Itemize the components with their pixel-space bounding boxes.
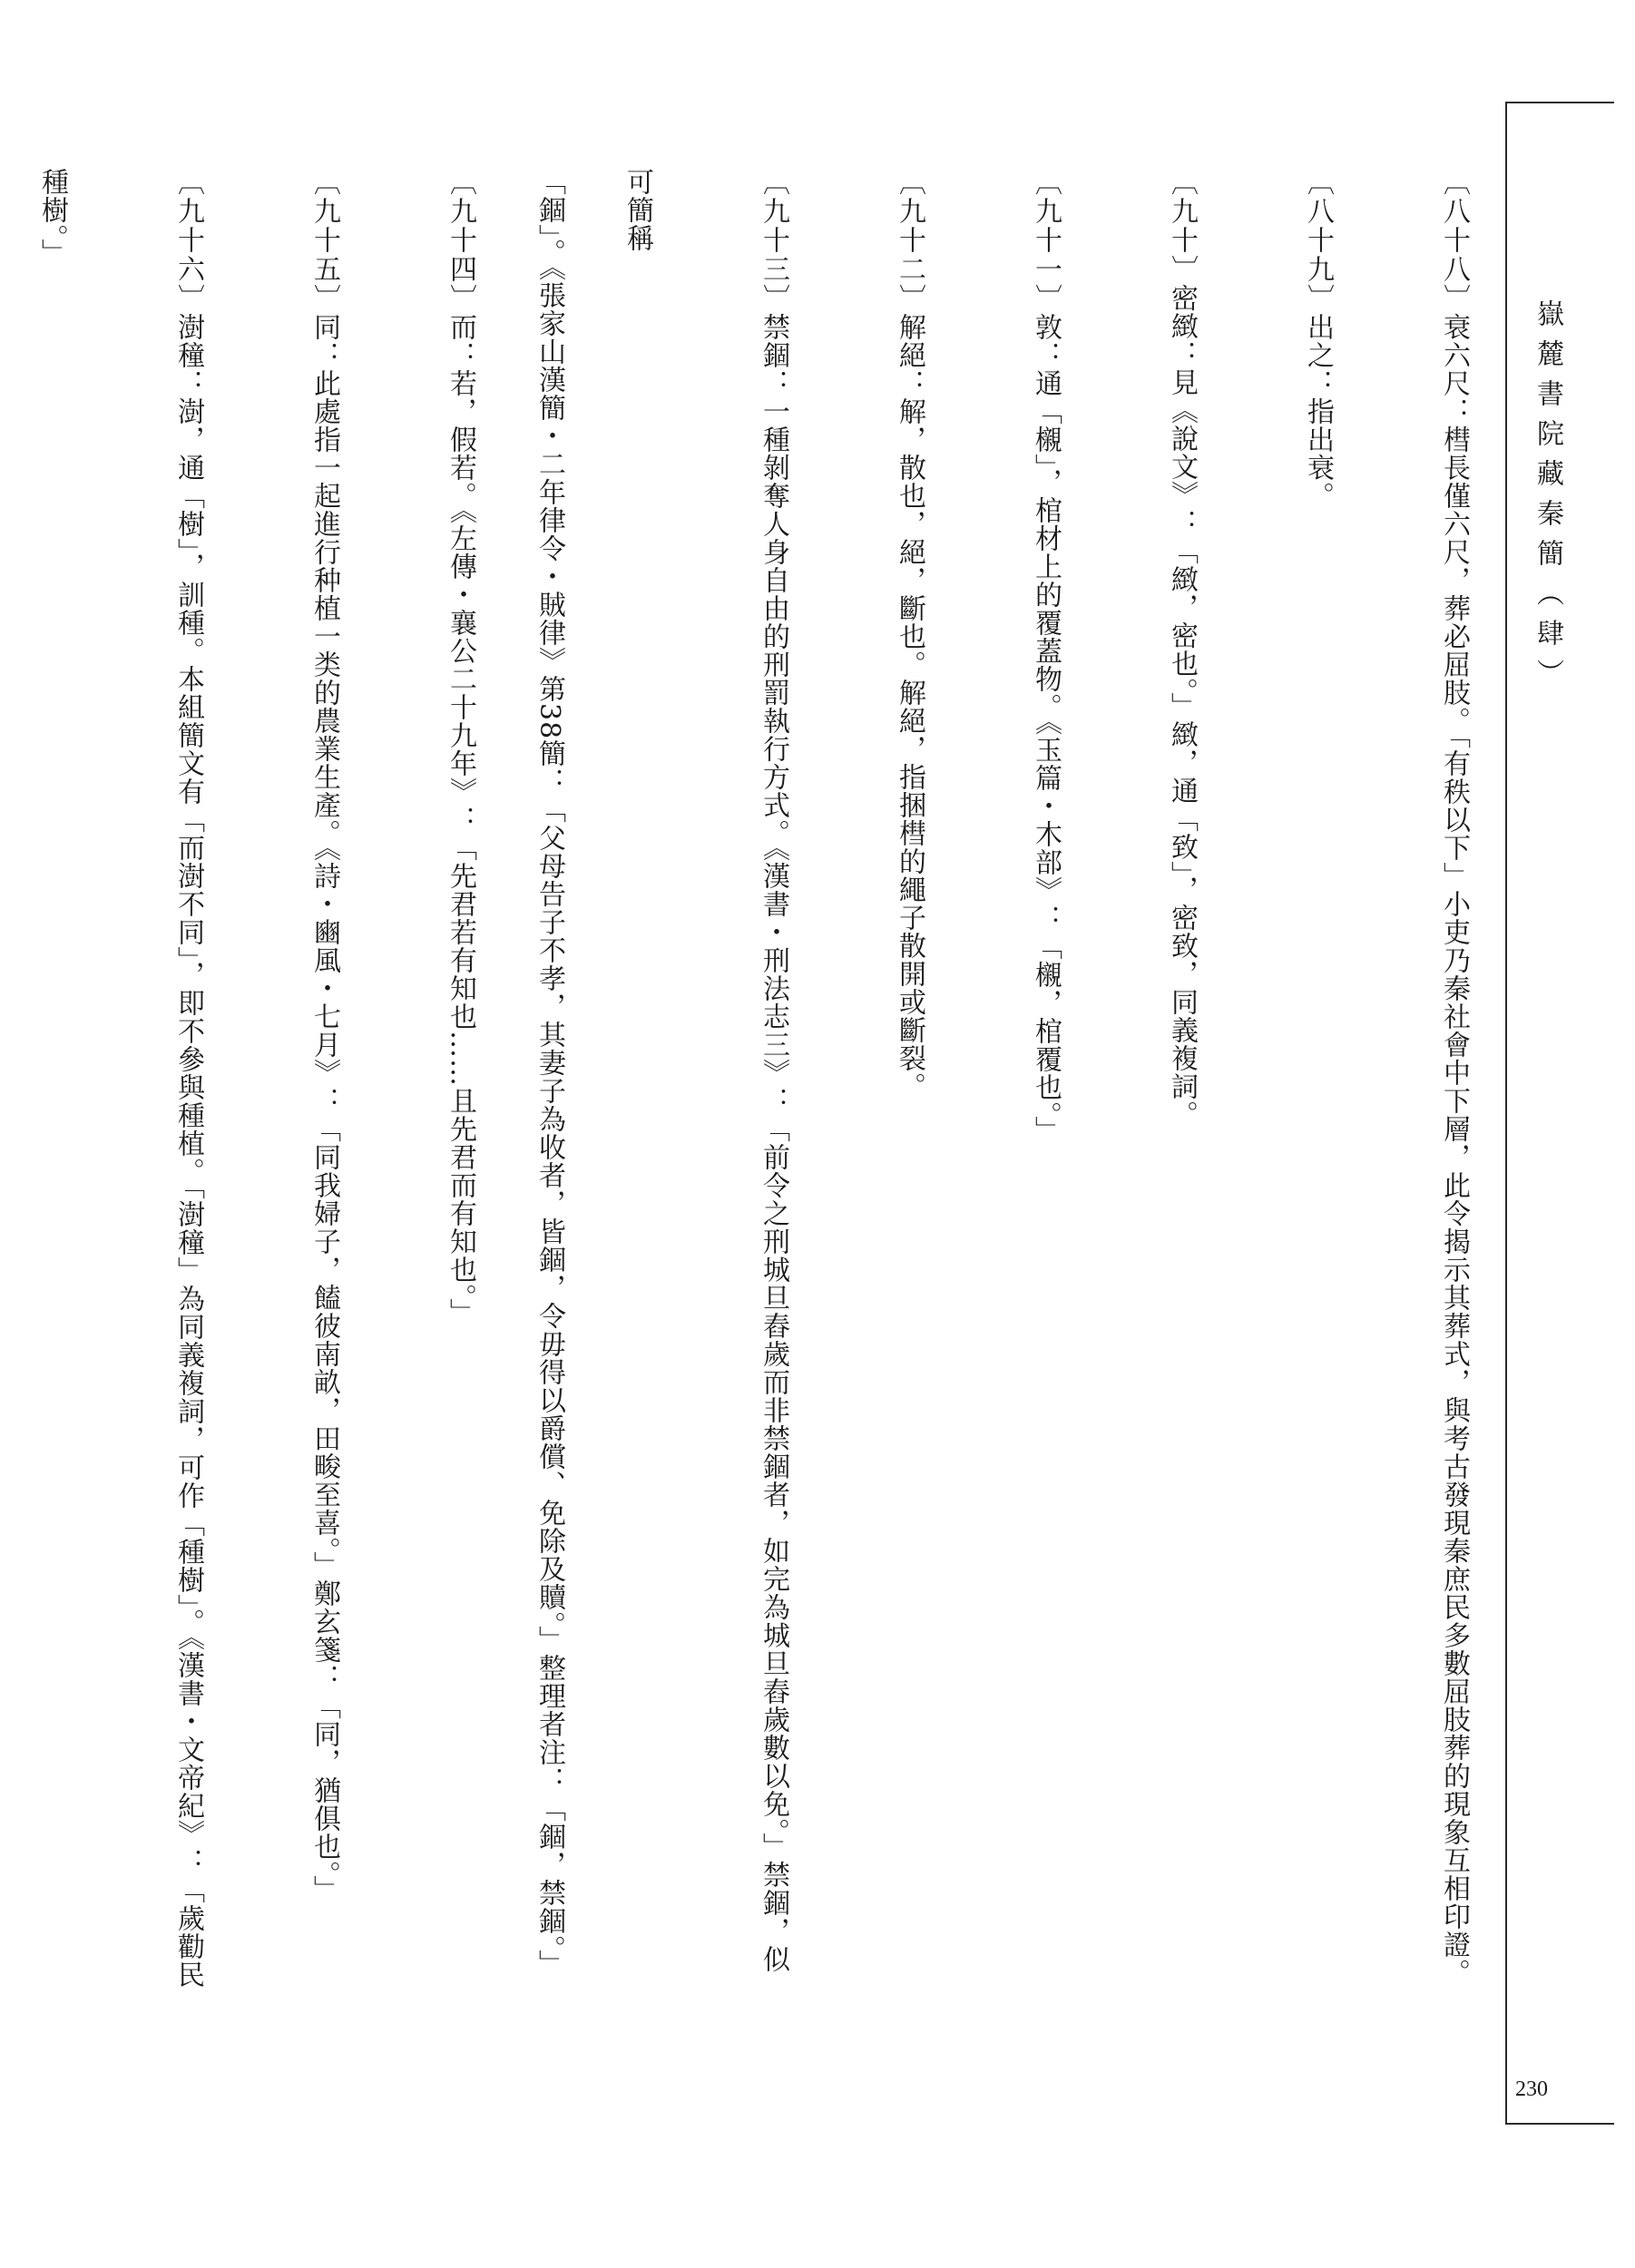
- note-text: 同：此處指一起進行种植一类的農業生產。《詩・豳風・七月》：「同我婦子，饁彼南畝，田畯至喜。」鄭玄箋：「同，猶俱也。」: [308, 313, 340, 1903]
- page-number: 230: [1515, 2077, 1548, 2101]
- note-number: 〔八十八〕: [1438, 168, 1470, 313]
- note-column: [1066, 168, 1202, 1996]
- note-column: [0, 168, 32, 1996]
- note-text: 禁錮：一種剝奪人身自由的刑罰執行方式。《漢書・刑法志三》：「前令之刑城旦舂歲而非禁錮者，如完為城旦舂歲數以免。」禁錮，似可簡稱: [622, 168, 789, 1973]
- book-title: 嶽麓書院藏秦簡（肆）: [1532, 299, 1563, 699]
- note-text: 而：若，假若。《左傳・襄公二十九年》：「先君若有知也……且先君而有知也。」: [445, 313, 476, 1326]
- note-column: [617, 168, 794, 1996]
- note-column: [794, 168, 930, 1996]
- note-column: [32, 168, 209, 1996]
- note-text: 出之：指出衰。: [1302, 313, 1334, 510]
- note-text: 敦：通「櫬」，棺材上的覆蓋物。《玉篇・木部》：「櫬，棺覆也。」: [1030, 313, 1062, 1144]
- note-column: [481, 168, 617, 1996]
- note-column: [345, 168, 481, 1996]
- note-number: 〔九十五〕: [308, 168, 340, 313]
- note-text: 「錮」。《張家山漢簡・二年律令・賊律》第38簡：「父母告子不孝，其妻子為收者，皆錮，令毋得以爵償、免除及贖。」整理者注：「錮，禁錮。」: [534, 168, 565, 1979]
- note-column: [930, 168, 1066, 1996]
- note-number: 〔九十六〕: [172, 168, 204, 313]
- note-text: 衰六尺：槥長僅六尺，葬必屈肢。「有秩以下」小吏乃秦社會中下層，此令揭示其葬式，與考古發現秦庶民多數屈肢葬的現象互相印證。: [1438, 313, 1470, 1987]
- note-number: 〔九十四〕: [445, 168, 476, 313]
- note-text: 密緻：見《說文》：「緻，密也。」緻，通「致」，密致，同義複詞。: [1166, 284, 1198, 1129]
- annotation-notes: [36, 168, 1474, 1996]
- note-number: 〔九十三〕: [758, 168, 789, 313]
- note-number: 〔八十九〕: [1302, 168, 1334, 313]
- note-column: [1338, 168, 1474, 1996]
- note-column: [209, 168, 345, 1996]
- note-number: 〔九十一〕: [1030, 168, 1062, 313]
- note-text: 澍穜：澍，通「樹」，訓種。本組簡文有「而澍不同」，即不參與種植。「澍穜」為同義複詞，可作「種樹」。《漢書・文帝紀》：「歲勸民種樹。」: [36, 168, 204, 1989]
- note-column: [1202, 168, 1338, 1996]
- note-number: 〔九十二〕: [894, 168, 925, 313]
- note-text: 解絕：解，散也，絕，斷也。解絕，指捆槥的繩子散開或斷裂。: [894, 313, 925, 1100]
- note-number: 〔九十〕: [1166, 168, 1198, 284]
